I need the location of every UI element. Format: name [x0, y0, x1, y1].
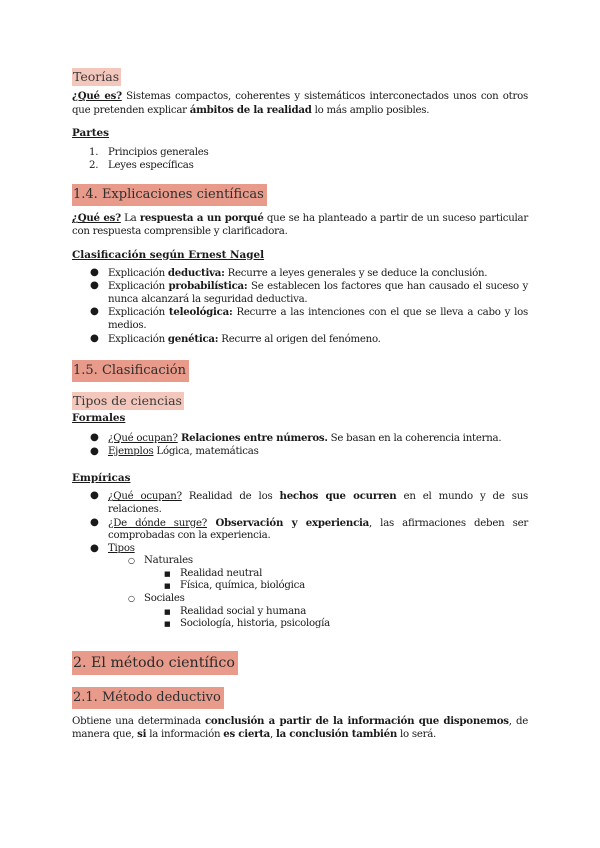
teorias-definition: ¿Qué es? Sistemas compactos, coherentes y sistemáticos interconectados unos con otros que pretenden explicar ámbitos de la realidad lo más amplio posibles. — [72, 90, 528, 116]
list-item: ● Explicación probabilística: Se establecen los factores que han causado el suceso y nunca alcanzará la seguridad deductiva. — [90, 280, 528, 305]
list-item: 2. Leyes específicas — [89, 159, 194, 171]
list-item: ● Explicación genética: Recurre al origen del fenómeno. — [90, 332, 381, 345]
metodo-deductivo-heading: 2.1. Método deductivo — [72, 687, 528, 709]
explicaciones-definition: ¿Qué es? La respuesta a un porqué que se ha planteado a partir de un suceso particular con respuesta comprensible y clarificadora. — [72, 212, 528, 237]
list-item: ○ Sociales — [128, 593, 185, 605]
list-item: ■ Sociología, historia, psicología — [164, 618, 330, 630]
teorias-heading: Teorías — [73, 69, 120, 84]
clasificacion-nagel-label: Clasificación según Ernest Nagel — [72, 248, 265, 261]
list-item: ● Explicación teleológica: Recurre a las intenciones con el que se lleva a cabo y los medios. — [90, 306, 528, 331]
list-item: ○ Naturales — [128, 555, 193, 567]
list-item: 1. Principios generales — [89, 147, 209, 159]
list-item: ● Ejemplos Lógica, matemáticas — [90, 445, 259, 457]
list-item: ■ Realidad social y humana — [164, 605, 307, 617]
explicaciones-heading: 1.4. Explicaciones científicas — [72, 184, 528, 206]
nagel-list — [72, 267, 528, 347]
list-item: ● Tipos — [90, 542, 135, 554]
empiricas-label: Empíricas — [72, 472, 131, 485]
empiricas-list — [72, 490, 528, 555]
list-item: ● ¿De dónde surge? Observación y experiencia, las afirmaciones deben ser comprobadas con la experiencia. — [90, 516, 528, 542]
tipos-ciencias-heading: Tipos de ciencias — [73, 393, 182, 409]
tipos-sublist — [72, 555, 528, 631]
metodo-deductivo-paragraph: Obtiene una determinada conclusión a partir de la información que disponemos, de manera que, si la información es cierta, la conclusión también lo será. — [72, 714, 528, 741]
document-page — [72, 68, 528, 742]
partes-label: Partes — [72, 127, 110, 140]
clasificacion-heading: 1.5. Clasificación — [72, 360, 528, 382]
list-item: ● ¿Qué ocupan? Realidad de los hechos que ocurren en el mundo y de sus relaciones. — [90, 490, 528, 515]
formales-label: Formales — [72, 412, 126, 425]
list-item: ■ Física, química, biológica — [164, 580, 305, 592]
list-item: ● Explicación deductiva: Recurre a leyes generales y se deduce la conclusión. — [90, 266, 488, 279]
metodo-heading: 2. El método científico — [72, 651, 528, 675]
formales-list — [72, 432, 528, 458]
list-item: ■ Realidad neutral — [164, 567, 263, 579]
partes-list — [72, 147, 528, 172]
list-item: ● ¿Qué ocupan? Relaciones entre números. Se basan en la coherencia interna. — [90, 432, 502, 445]
